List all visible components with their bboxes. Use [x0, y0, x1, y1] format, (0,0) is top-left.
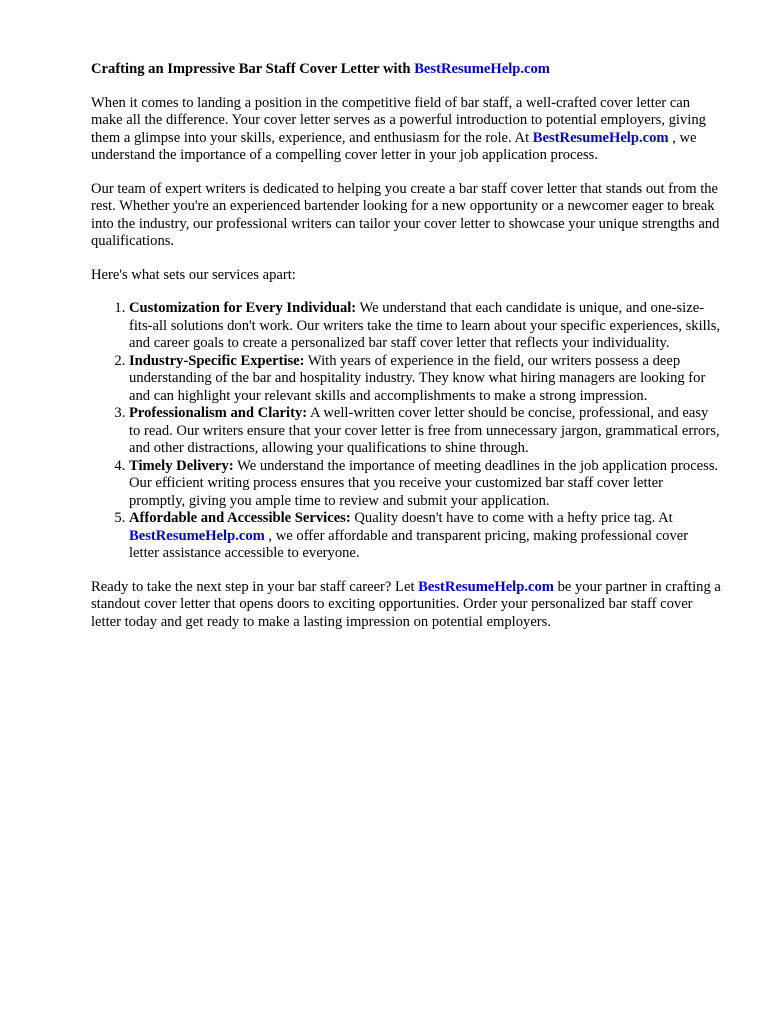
title-text: Crafting an Impressive Bar Staff Cover Letter with [91, 61, 415, 77]
apart-heading: Here's what sets our services apart: [91, 266, 296, 283]
intro-text-after: , we understand the importance of a compelling cover letter in your job application process. [91, 129, 697, 163]
list-item-text: We understand that each candidate is unique, and one-size-fits-all solutions don't work. Our writers take the time to learn about your specific experiences, skills, and career goals to create a personalized bar staff cover letter that reflects your individuality. [129, 300, 721, 351]
services-list [91, 300, 721, 563]
title-link[interactable]: BestResumeHelp.com [414, 61, 550, 77]
closing-paragraph [91, 579, 721, 632]
team-paragraph: Our team of expert writers is dedicated to helping you create a bar staff cover letter that stands out from the rest. Whether you're an experienced bartender looking for a new opportunity or a newcomer eager to break into the industry, our professional writers can tailor your cover letter to showcase your unique strengths and qualifications. [91, 180, 720, 249]
document-page [91, 61, 721, 647]
list-item-heading: Professionalism and Clarity: [129, 405, 308, 421]
list-item [129, 458, 721, 511]
list-item-text: A well-written cover letter should be concise, professional, and easy to read. Our writers ensure that your cover letter is free from unnecessary jargon, grammatical errors, and other distractions, allowing your qualifications to shine through. [129, 405, 720, 456]
closing-link[interactable]: BestResumeHelp.com [418, 578, 554, 595]
list-item-text: With years of experience in the field, our writers possess a deep understanding of the bar and hospitality industry. They know what hiring managers are looking for and can highlight your relevant skills and accomplishments to make a strong impression. [129, 352, 706, 404]
page-title [91, 61, 721, 79]
list-item-heading: Affordable and Accessible Services: [129, 510, 351, 526]
list-item [129, 405, 721, 458]
list-item [129, 510, 721, 563]
closing-text-before: Ready to take the next step in your bar staff career? Let [91, 578, 419, 595]
intro-text-before: When it comes to landing a position in the competitive field of bar staff, a well-crafted cover letter can make all the difference. Your cover letter serves as a powerful introduction to potential employers, giving them a glimpse into your skills, experience, and enthusiasm for the role. At [91, 94, 706, 146]
service-link[interactable]: BestResumeHelp.com [129, 527, 265, 544]
list-item-heading: Timely Delivery: [129, 457, 234, 474]
list-item [129, 353, 721, 406]
list-item-heading: Customization for Every Individual: [129, 300, 357, 316]
closing-text-after: be your partner in crafting a standout cover letter that opens doors to exciting opportunities. Order your personalized bar staff cover letter today and get ready to make a lasting impression on potential employers. [91, 578, 721, 630]
list-item-heading: Industry-Specific Expertise: [129, 352, 305, 369]
intro-link[interactable]: BestResumeHelp.com [532, 129, 669, 146]
list-item [129, 300, 721, 353]
list-item-text: We understand the importance of meeting deadlines in the job application process. Our efficient writing process ensures that you receive your customized bar staff cover letter promptly, giving you ample time to review and submit your application. [129, 457, 719, 509]
intro-paragraph [91, 95, 721, 165]
list-item-text: Quality doesn't have to come with a hefty price tag. At [350, 510, 673, 526]
list-item-text-after: , we offer affordable and transparent pricing, making professional cover letter assistance accessible to everyone. [129, 527, 689, 561]
